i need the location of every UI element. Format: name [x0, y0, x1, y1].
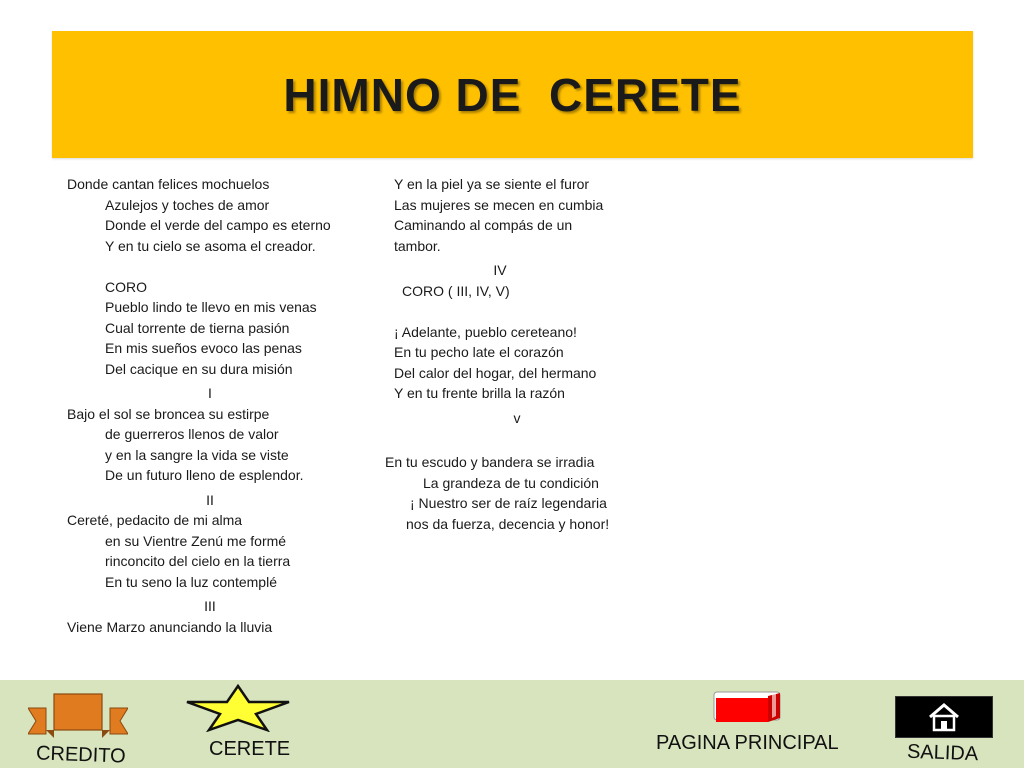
lyric-line: Caminando al compás de un [394, 217, 573, 233]
footer-nav-bar [0, 680, 1024, 768]
lyric-line: Cual torrente de tierna pasión [105, 319, 290, 336]
stanza-numeral: I [208, 385, 212, 401]
lyric-line: Y en tu frente brilla la razón [394, 385, 565, 401]
lyric-line: Donde el verde del campo es eterno [105, 217, 331, 233]
pagina-principal-button[interactable] [650, 688, 855, 768]
lyrics-left-column [67, 174, 367, 637]
red-flag-icon [710, 688, 790, 728]
lyric-line: nos da fuerza, decencia y honor! [406, 515, 610, 532]
salida-button[interactable] [893, 694, 995, 768]
credito-button[interactable] [28, 690, 138, 768]
lyric-line: En tu escudo y bandera se irradia [385, 454, 595, 470]
lyric-line: Bajo el sol se broncea su estirpe [67, 405, 270, 422]
title-banner [52, 31, 973, 158]
lyric-line: En tu pecho late el corazón [394, 344, 564, 360]
lyric-line: Del calor del hogar, del hermano [394, 364, 597, 381]
lyric-line: En tu seno la luz contemplé [105, 573, 277, 590]
lyric-line: En mis sueños evoco las penas [105, 340, 302, 356]
lyric-line: ¡ Nuestro ser de raíz legendaria [410, 495, 607, 511]
cerete-label: CERETE [209, 738, 291, 760]
lyric-line: Viene Marzo anunciando la lluvia [67, 618, 273, 635]
lyric-line: de guerreros llenos de valor [105, 426, 279, 442]
lyrics-right-column [385, 174, 675, 534]
lyric-line: Y en la piel ya se siente el furor [394, 176, 590, 192]
lyric-line: Donde cantan felices mochuelos [67, 176, 270, 192]
lyric-line: La grandeza de tu condición [423, 474, 599, 491]
lyric-line: Del cacique en su dura misión [105, 360, 293, 377]
home-icon-box [895, 696, 993, 738]
chorus-heading: CORO ( III, IV, V) [402, 282, 510, 299]
pagina-principal-label: PAGINA PRINCIPAL [656, 732, 839, 754]
lyric-line: Las mujeres se mecen en cumbia [394, 196, 604, 213]
stanza-numeral: III [204, 598, 216, 614]
lyric-line: en su Vientre Zenú me formé [105, 532, 287, 549]
stanza-numeral: II [206, 491, 214, 508]
lyric-line: tambor. [394, 237, 441, 254]
lyric-line: rinconcito del cielo en la tierra [105, 553, 291, 569]
lyric-line: Cereté, pedacito de mi alma [67, 512, 243, 528]
star-icon [185, 684, 291, 732]
home-icon [927, 702, 961, 732]
cerete-button[interactable] [185, 684, 295, 768]
lyric-line: Pueblo lindo te llevo en mis venas [105, 299, 317, 315]
credito-label: CREDITO [35, 742, 127, 768]
lyric-line: De un futuro lleno de esplendor. [105, 467, 304, 483]
lyric-line: y en la sangre la vida se viste [105, 446, 289, 463]
stanza-numeral: IV [493, 262, 507, 278]
chorus-heading: CORO [105, 278, 147, 295]
lyric-line: ¡ Adelante, pueblo cereteano! [394, 323, 577, 340]
page-title: HIMNO DE CERETE [283, 68, 742, 121]
stanza-numeral: v [513, 409, 521, 426]
lyric-line: Azulejos y toches de amor [105, 196, 270, 213]
salida-label: SALIDA [906, 740, 979, 766]
lyric-line: Y en tu cielo se asoma el creador. [105, 237, 316, 254]
ribbon-banner-icon [28, 690, 128, 742]
